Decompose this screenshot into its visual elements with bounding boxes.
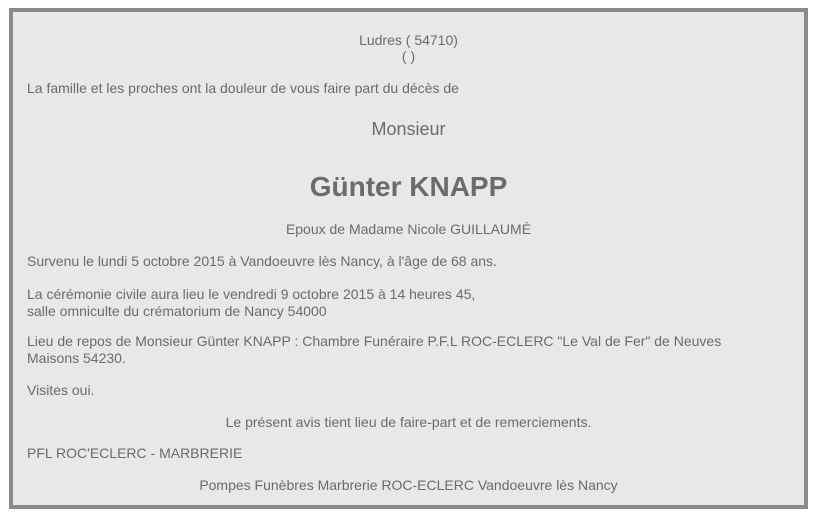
location: Ludres ( 54710) — [359, 32, 458, 48]
obituary-notice — [9, 8, 808, 509]
ceremony-line-1: La cérémonie civile aura lieu le vendredi 9 octobre 2015 à 14 heures 45, — [27, 286, 476, 302]
company-name: PFL ROC'ECLERC - MARBRERIE — [27, 445, 243, 461]
death-text: Survenu le lundi 5 octobre 2015 à Vandoeuvre lès Nancy, à l'âge de 68 ans. — [27, 253, 497, 269]
spouse-text: Epoux de Madame Nicole GUILLAUMÉ — [285, 221, 532, 237]
announcement-text: Le présent avis tient lieu de faire-part et de remerciements. — [225, 414, 592, 430]
title: Monsieur — [371, 119, 446, 139]
rest-line-1: Lieu de repos de Monsieur Günter KNAPP : Chambre Funéraire P.F.L ROC-ECLERC "Le Val de Fer" de Neuves — [27, 333, 722, 349]
visits-text: Visites oui. — [27, 382, 95, 398]
sub-location: ( ) — [401, 48, 416, 64]
intro-text: La famille et les proches ont la douleur de vous faire part du décès de — [27, 80, 459, 96]
footer-text: Pompes Funèbres Marbrerie ROC-ECLERC Vandoeuvre lès Nancy — [199, 477, 618, 493]
rest-line-2: Maisons 54230. — [27, 350, 126, 366]
deceased-name: Günter KNAPP — [309, 171, 508, 202]
ceremony-line-2: salle omniculte du crématorium de Nancy 54000 — [27, 303, 327, 319]
